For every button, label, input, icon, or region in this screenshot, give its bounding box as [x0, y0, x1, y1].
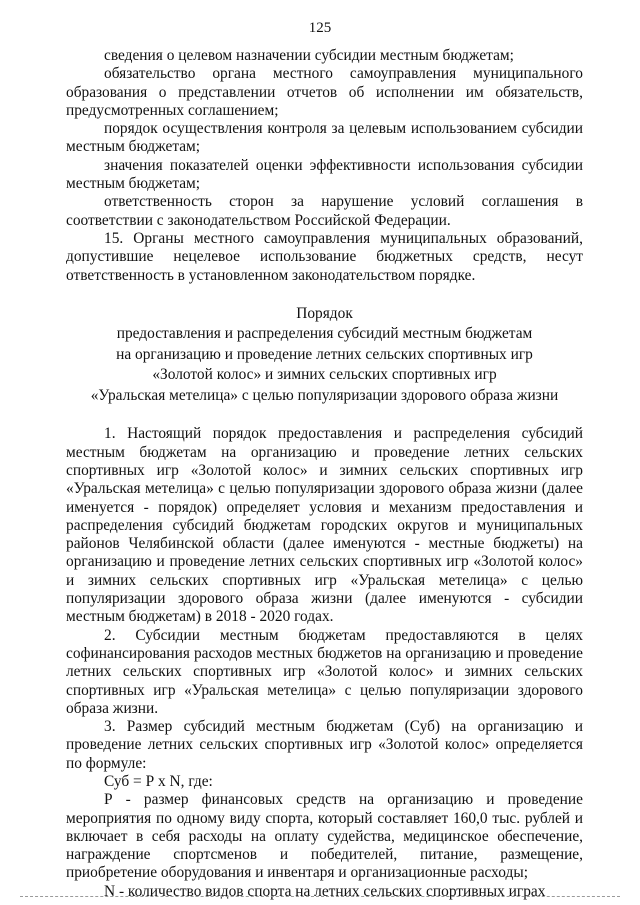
subsidy-formula: Суб = Р х N, где: — [104, 773, 213, 790]
definition-n: N - количество видов спорта на летних сельских спортивных играх — [104, 882, 546, 900]
scan-edge-divider — [20, 896, 620, 897]
order-title-line: предоставления и распределения субсидий местным бюджетам — [116, 325, 533, 343]
clause-3: 3. Размер субсидий местным бюджетам (Суб) на организацию и проведение летних сельских спортивных игр «Золотой колос» определяется по формуле: — [66, 718, 583, 772]
intro-item-obligation: обязательство органа местного самоуправления муниципального образования о представлении отчетов об исполнении им обязательств, предусмотренных соглашением; — [66, 65, 583, 119]
order-title-line: «Золотой колос» и зимних сельских спортивных игр — [152, 366, 497, 384]
document-body — [66, 47, 583, 901]
intro-item-indicators: значения показателей оценки эффективности использования субсидии местным бюджетам; — [66, 156, 583, 193]
definition-p: Р - размер финансовых средств на организацию и проведение мероприятия по одному виду спорта, который составляет 160,0 тыс. рублей и включает в себя расходы на оплату судейства, медицинское обеспечение, награждение спортсменов и победителей, питание, размещение, приобретение оборудования и инвентаря и организационные расходы; — [66, 791, 583, 882]
clause-15: 15. Органы местного самоуправления муниципальных образований, допустившие нецелевое использование бюджетных средств, несут ответственность в установленном законодательством порядке. — [66, 229, 583, 284]
intro-item-purpose: сведения о целевом назначении субсидии местным бюджетам; — [104, 47, 514, 64]
order-title-line: «Уральская метелица» с целью популяризации здорового образа жизни — [90, 386, 559, 404]
page-number: 125 — [308, 20, 332, 36]
clause-2: 2. Субсидии местным бюджетам предоставляются в целях софинансирования расходов местных бюджетов на организацию и проведение летних сельских спортивных игр «Золотой колос» и зимних сельских спортивных игр «Уральская метелица» с целью популяризации здорового образа жизни. — [66, 626, 583, 717]
intro-item-control: порядок осуществления контроля за целевым использованием субсидии местным бюджетам; — [66, 120, 583, 156]
order-title-line: на организацию и проведение летних сельских спортивных игр — [116, 345, 533, 363]
clause-1: 1. Настоящий порядок предоставления и распределения субсидий местным бюджетам на организацию и проведение летних сельских спортивных игр «Золотой колос» и зимних сельских спортивных игр «Уральская метелица» с целью популяризации здорового образа жизни (далее именуется - порядок) определяет условия и механизм предоставления и распределения субсидий бюджетам городских округов и муниципальных районов Челябинской области (далее именуются - местные бюджеты) на организацию и проведение летних сельских спортивных игр «Золотой колос» и зимних сельских спортивных игр «Уральская метелица» с целью популяризации здорового образа жизни (далее именуются - субсидии местным бюджетам) в 2018 - 2020 годах. — [66, 425, 583, 626]
order-title — [66, 304, 583, 407]
order-heading: Порядок — [296, 304, 353, 322]
intro-item-responsibility: ответственность сторон за нарушение условий соглашения в соответствии с законодательством Российской Федерации. — [66, 193, 583, 229]
